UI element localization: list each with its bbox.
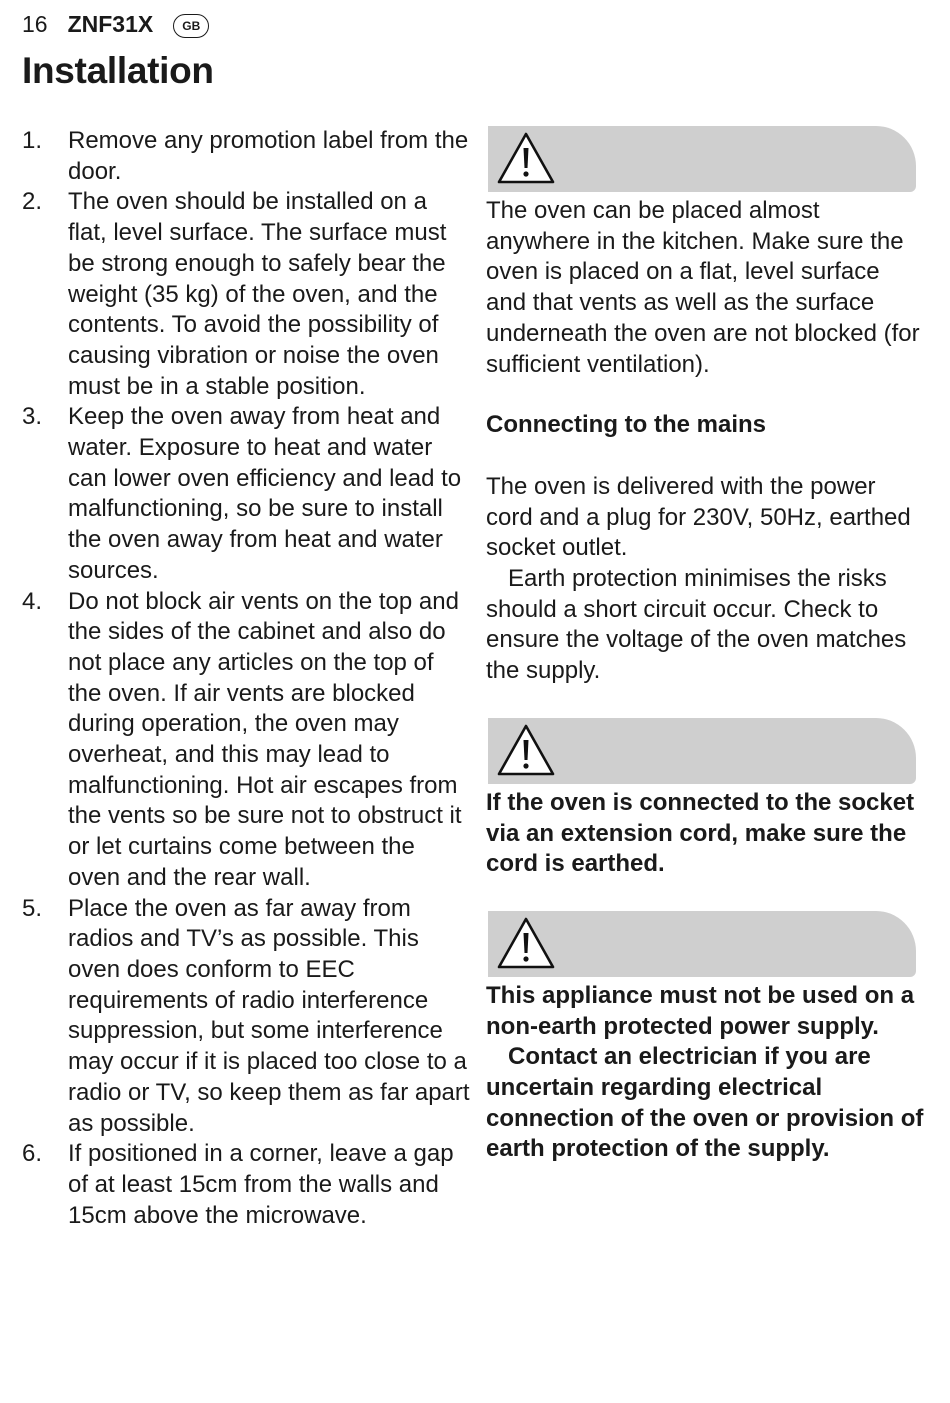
language-badge: GB	[173, 14, 209, 38]
warning-bar	[488, 126, 916, 192]
step-text: Place the oven as far away from radios and TV’s as possible. This oven does conform to EEC requirements of radio interference suppression, but some interference may occur if it is placed too close to a radio or TV, so keep them as far apart as possible.	[68, 894, 470, 1137]
step-number: 3.	[22, 403, 43, 431]
list-item	[22, 1139, 472, 1231]
step-text: If positioned in a corner, leave a gap of at least 15cm from the walls and 15cm above the microwave.	[68, 1140, 454, 1229]
step-number: 1.	[22, 127, 43, 154]
step-number: 5.	[22, 894, 43, 922]
warning-triangle-icon	[496, 722, 556, 778]
page-title: Installation	[22, 50, 214, 91]
warning-bar	[488, 718, 916, 784]
step-number: 2.	[22, 188, 43, 216]
page-header	[22, 8, 209, 40]
warning-bar	[488, 911, 916, 977]
list-item	[22, 587, 472, 894]
extension-cord-warning: If the oven is connected to the socket via an extension cord, make sure the cord is earthed.	[486, 788, 915, 878]
list-item	[22, 187, 472, 402]
step-number: 6.	[22, 1140, 43, 1168]
step-text: Remove any promotion label from the door.	[68, 127, 469, 185]
warning-triangle-icon	[496, 130, 556, 186]
step-text: Keep the oven away from heat and water. Exposure to heat and water can lower oven efficiency and lead to malfunctioning, so be sure to install the oven away from heat and water sources.	[68, 403, 462, 584]
right-column	[486, 126, 926, 1165]
installation-steps-column	[22, 126, 472, 1231]
earth-protection-warning: This appliance must not be used on a non-earth protected power supply.	[486, 981, 915, 1040]
list-item	[22, 402, 472, 586]
page-number: 16	[22, 10, 48, 37]
model-name: ZNF31X	[67, 10, 154, 37]
step-text: Do not block air vents on the top and the sides of the cabinet and also do not place any articles on the top of the oven. If air vents are blocked during operation, the oven may overheat, and this may lead to malfunctioning. Hot air escapes from the vents so be sure not to obstruct it or let curtains come between the oven and the rear wall.	[68, 587, 462, 891]
electrician-warning: Contact an electrician if you are uncertain regarding electrical connection of the oven or provision of earth protection of the supply.	[486, 1043, 924, 1163]
mains-paragraph: The oven is delivered with the power cord and a plug for 230V, 50Hz, earthed socket outlet.	[486, 472, 911, 562]
step-number: 4.	[22, 587, 43, 615]
mains-heading: Connecting to the mains	[486, 411, 767, 439]
list-item	[22, 126, 472, 187]
installation-steps-list	[22, 126, 472, 1231]
list-item	[22, 894, 472, 1140]
mains-paragraph: Earth protection minimises the risks should a short circuit occur. Check to ensure the voltage of the oven matches the supply.	[486, 565, 907, 685]
step-text: The oven should be installed on a flat, level surface. The surface must be strong enough to safely bear the weight (35 kg) of the oven, and the contents. To avoid the possibility of causing vibration or noise the oven must be in a stable position.	[68, 188, 447, 400]
warning-triangle-icon	[496, 915, 556, 971]
placement-text: The oven can be placed almost anywhere in the kitchen. Make sure the oven is placed on a flat, level surface and that vents as well as the surface underneath the oven are not blocked (for sufficient ventilation).	[486, 197, 920, 378]
